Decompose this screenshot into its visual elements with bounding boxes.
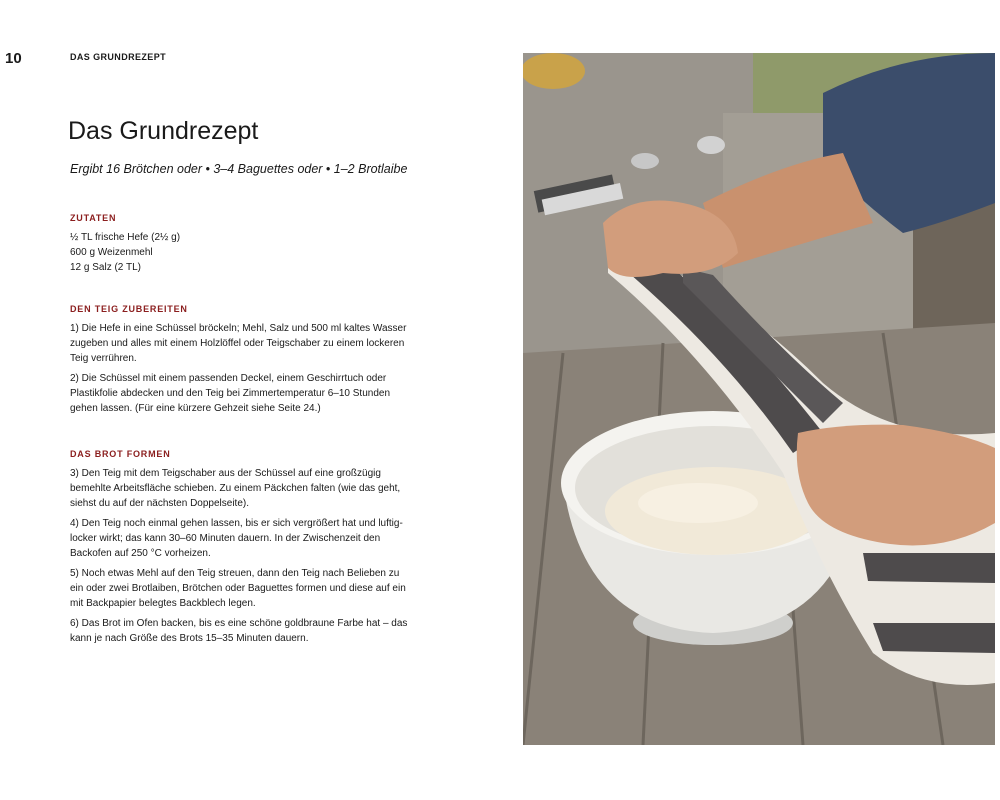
- recipe-photo: [523, 53, 995, 745]
- ingredient-line: 12 g Salz (2 TL): [70, 262, 141, 273]
- ingredient-line: ½ TL frische Hefe (2½ g): [70, 232, 181, 243]
- ingredient-line: 600 g Weizenmehl: [70, 247, 153, 258]
- running-head: DAS GRUNDREZEPT: [70, 52, 167, 62]
- recipe-yield: Ergibt 16 Brötchen oder • 3–4 Baguettes oder • 1–2 Brotlaibe: [70, 162, 408, 176]
- step-paragraph: 2) Die Schüssel mit einem passenden Deckel, einem Geschirrtuch oder Plastikfolie abdecken und den Teig bei Zimmertemperatur 6–10 Stunden gehen lassen. (Für eine kürzere Gehzeit siehe Seite 24.): [70, 373, 391, 414]
- section-heading: DEN TEIG ZUBEREITEN: [70, 304, 188, 314]
- step-paragraph: 6) Das Brot im Ofen backen, bis es eine schöne goldbraune Farbe hat – das kann je nach Größe des Brots 15–35 Minuten dauern.: [70, 618, 408, 644]
- section-shape-bread: [70, 447, 415, 651]
- step-paragraph: 1) Die Hefe in eine Schüssel bröckeln; Mehl, Salz und 500 ml kaltes Wasser zugeben und alles mit einem Holzlöffel oder Teigschaber zu einem lockeren Teig verrühren.: [70, 323, 407, 364]
- step-paragraph: 3) Den Teig mit dem Teigschaber aus der Schüssel auf eine großzügig bemehlte Arbeitsfläche schieben. Zu einem Päckchen falten (wie das geht, siehst du auf der nächsten Doppelseite).: [70, 468, 401, 509]
- section-ingredients: [70, 211, 415, 275]
- page-number: 10: [5, 50, 22, 67]
- bowl-dough-towel-illustration: [523, 53, 995, 745]
- section-heading: DAS BROT FORMEN: [70, 449, 171, 459]
- step-paragraph: 5) Noch etwas Mehl auf den Teig streuen, dann den Teig nach Belieben zu ein oder zwei Brotlaiben, Brötchen oder Baguettes formen und diese auf ein mit Backpapier belegtes Backblech legen.: [70, 568, 406, 609]
- section-prepare-dough: [70, 302, 415, 421]
- section-heading: ZUTATEN: [70, 213, 117, 223]
- page-title: Das Grundrezept: [68, 117, 259, 145]
- step-paragraph: 4) Den Teig noch einmal gehen lassen, bis er sich vergrößert hat und luftig-locker wirkt; das kann 30–60 Minuten dauern. In der Zwischenzeit den Backofen auf 250 °C vorheizen.: [70, 518, 403, 559]
